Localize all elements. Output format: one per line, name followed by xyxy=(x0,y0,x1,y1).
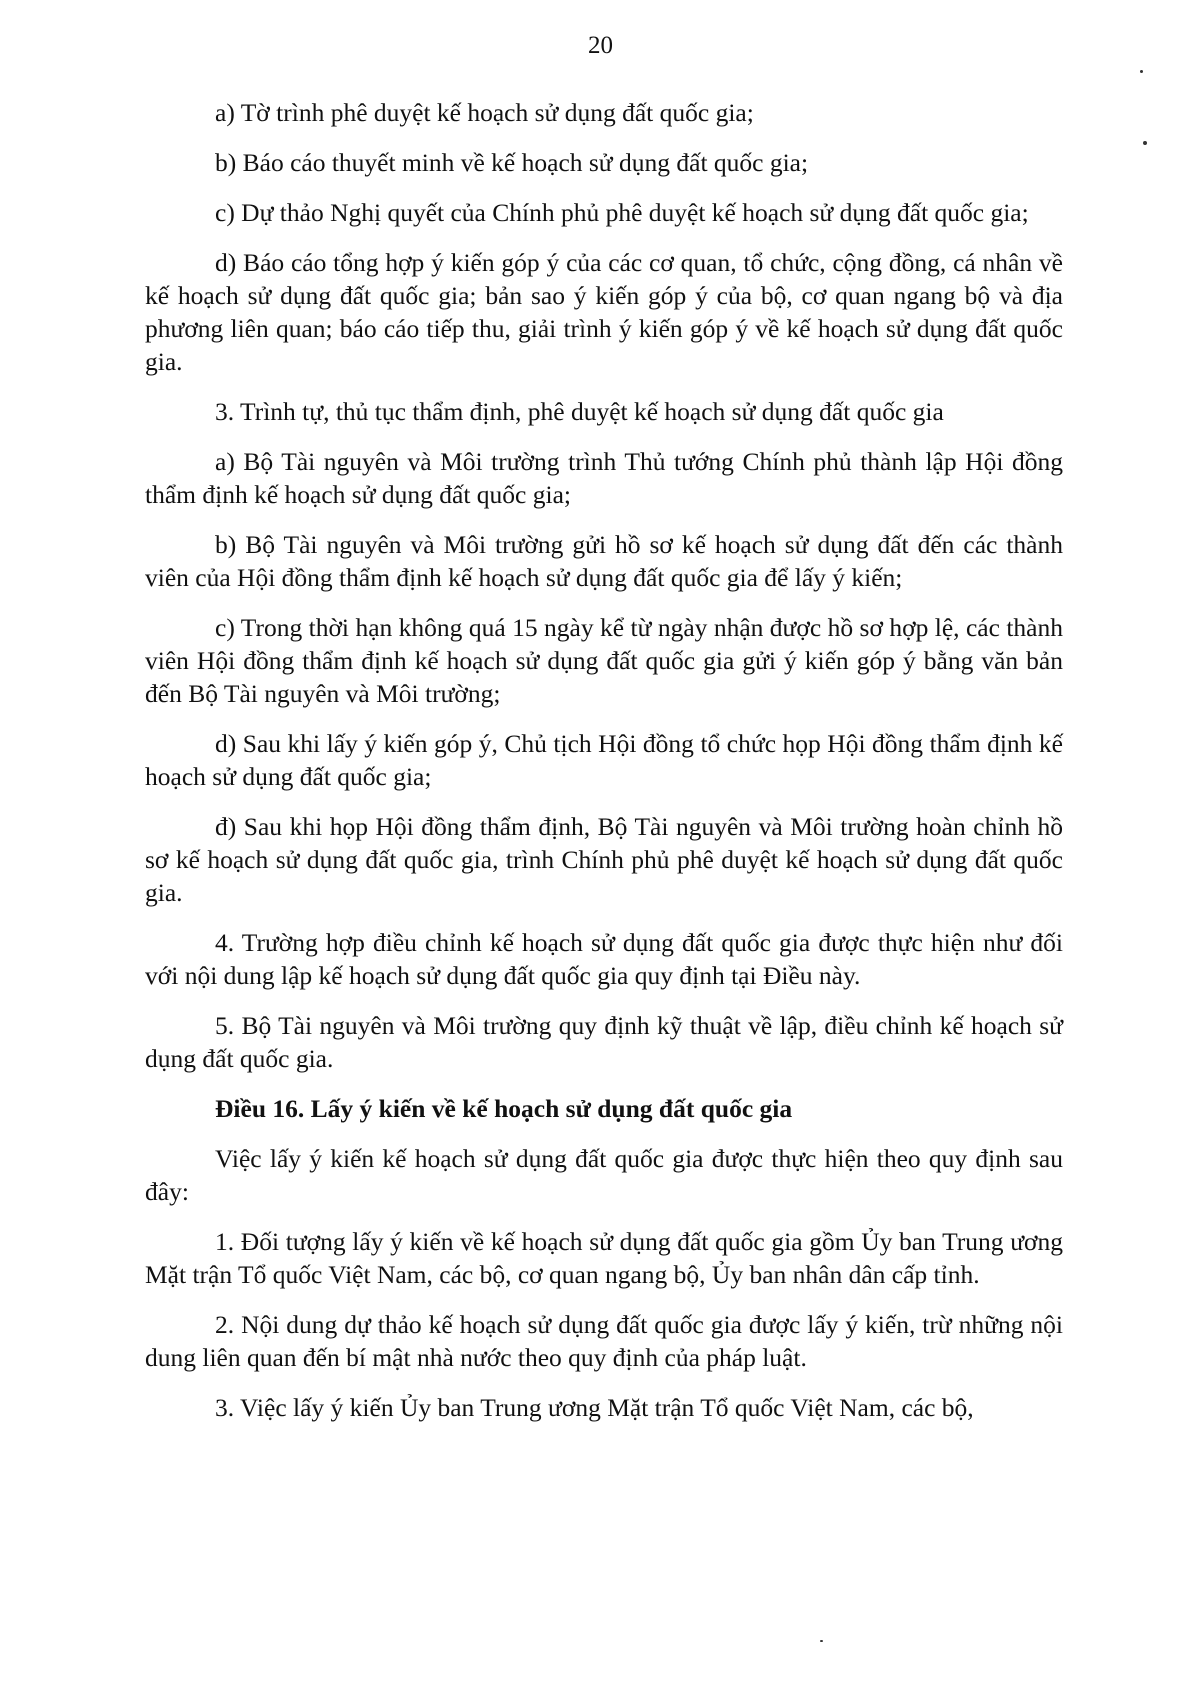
scan-speck xyxy=(1143,141,1147,145)
paragraph-4: 4. Trường hợp điều chỉnh kế hoạch sử dụng đất quốc gia được thực hiện như đối với nội dung lập kế hoạch sử dụng đất quốc gia quy định tại Điều này. xyxy=(145,928,1063,990)
scan-speck xyxy=(1140,70,1143,73)
page-number: 20 xyxy=(588,32,613,59)
paragraph-3a: a) Bộ Tài nguyên và Môi trường trình Thủ tướng Chính phủ thành lập Hội đồng thẩm định kế hoạch sử dụng đất quốc gia; xyxy=(145,447,1063,509)
scan-speck xyxy=(820,1640,823,1642)
paragraph-c-du-thao: c) Dự thảo Nghị quyết của Chính phủ phê duyệt kế hoạch sử dụng đất quốc gia; xyxy=(215,198,1029,227)
paragraph-3d: d) Sau khi lấy ý kiến góp ý, Chủ tịch Hội đồng tổ chức họp Hội đồng thẩm định kế hoạch sử dụng đất quốc gia; xyxy=(145,729,1063,791)
article-16-intro: Việc lấy ý kiến kế hoạch sử dụng đất quốc gia được thực hiện theo quy định sau đây: xyxy=(145,1144,1063,1206)
paragraph-d-tong-hop: d) Báo cáo tổng hợp ý kiến góp ý của các cơ quan, tổ chức, cộng đồng, cá nhân về kế hoạch sử dụng đất quốc gia; bản sao ý kiến góp ý của bộ, cơ quan ngang bộ và địa phương liên quan; báo cáo tiếp thu, giải trình ý kiến góp ý về kế hoạch sử dụng đất quốc gia. xyxy=(145,248,1063,376)
paragraph-b-bao-cao: b) Báo cáo thuyết minh về kế hoạch sử dụng đất quốc gia; xyxy=(215,148,809,177)
paragraph-5: 5. Bộ Tài nguyên và Môi trường quy định kỹ thuật về lập, điều chỉnh kế hoạch sử dụng đất quốc gia. xyxy=(145,1011,1063,1073)
article-16-heading: Điều 16. Lấy ý kiến về kế hoạch sử dụng đất quốc gia xyxy=(215,1094,793,1123)
paragraph-3-trinh-tu: 3. Trình tự, thủ tục thẩm định, phê duyệt kế hoạch sử dụng đất quốc gia xyxy=(215,397,944,426)
paragraph-a-to-trinh: a) Tờ trình phê duyệt kế hoạch sử dụng đất quốc gia; xyxy=(215,98,754,127)
paragraph-3b: b) Bộ Tài nguyên và Môi trường gửi hồ sơ kế hoạch sử dụng đất đến các thành viên của Hội đồng thẩm định kế hoạch sử dụng đất quốc gia để lấy ý kiến; xyxy=(145,530,1063,592)
article-16-item-2: 2. Nội dung dự thảo kế hoạch sử dụng đất quốc gia được lấy ý kiến, trừ những nội dung liên quan đến bí mật nhà nước theo quy định của pháp luật. xyxy=(145,1310,1063,1372)
paragraph-3dd: đ) Sau khi họp Hội đồng thẩm định, Bộ Tài nguyên và Môi trường hoàn chỉnh hồ sơ kế hoạch sử dụng đất quốc gia, trình Chính phủ phê duyệt kế hoạch sử dụng đất quốc gia. xyxy=(145,812,1063,907)
document-body xyxy=(145,96,1063,1441)
article-16-item-1: 1. Đối tượng lấy ý kiến về kế hoạch sử dụng đất quốc gia gồm Ủy ban Trung ương Mặt trận Tổ quốc Việt Nam, các bộ, cơ quan ngang bộ, Ủy ban nhân dân cấp tỉnh. xyxy=(145,1227,1063,1289)
paragraph-3c: c) Trong thời hạn không quá 15 ngày kể từ ngày nhận được hồ sơ hợp lệ, các thành viên Hội đồng thẩm định kế hoạch sử dụng đất quốc gia gửi ý kiến góp ý bằng văn bản đến Bộ Tài nguyên và Môi trường; xyxy=(145,613,1063,708)
article-16-item-3: 3. Việc lấy ý kiến Ủy ban Trung ương Mặt trận Tổ quốc Việt Nam, các bộ, xyxy=(215,1393,974,1422)
